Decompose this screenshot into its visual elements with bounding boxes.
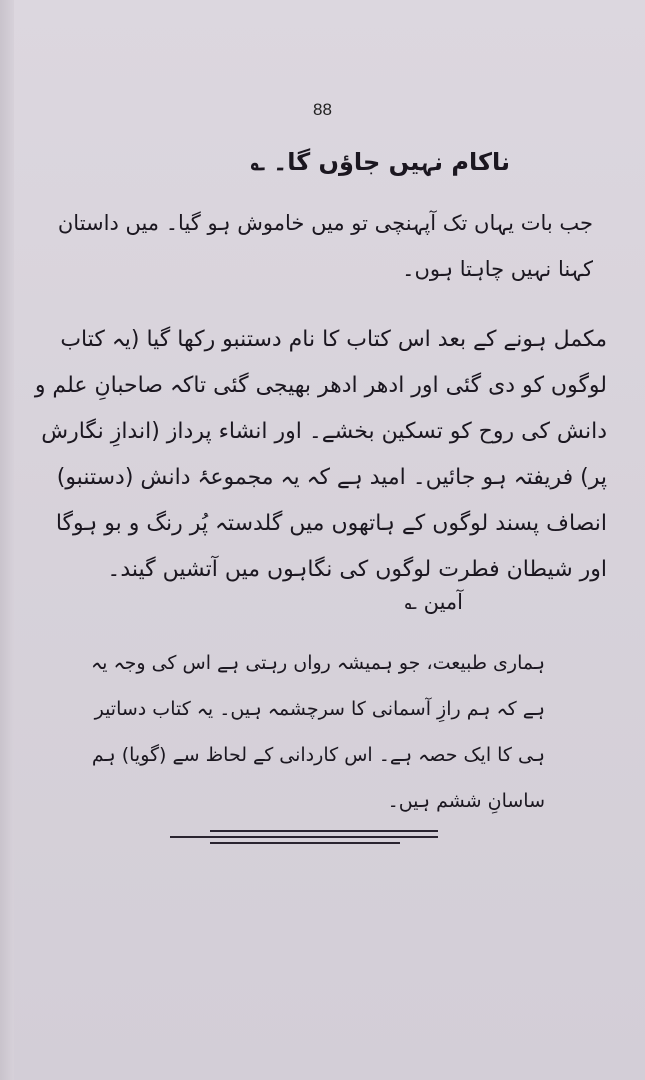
ameen-line: آمین ؎ <box>404 590 463 614</box>
paragraph-2: مکمل ہونے کے بعد اس کتاب کا نام دستنبو رکھا گیا (یہ کتاب لوگوں کو دی گئی اور ادھر ادھر بھیجی گئی تاکہ صاحبانِ علم و دانش کی روح کو تسکین بخشے۔ اور انشاء پرداز (اندازِ نگارش پر) فریفتہ ہو جائیں۔ امید ہے کہ یہ مجموعۂ دانش (دستنبو) انصاف پسند لوگوں کے ہاتھوں میں گلدستہ پُر رنگ و بو ہوگا اور شیطان فطرت لوگوں کی نگاہوں میں آتشیں گیند۔ <box>34 327 607 582</box>
divider-line-middle <box>170 836 438 838</box>
divider-line-top <box>210 830 438 832</box>
paragraph-1: جب بات یہاں تک آپہنچی تو میں خاموش ہو گیا۔ میں داستان کہنا نہیں چاہتا ہوں۔ <box>57 211 593 281</box>
page-binding-edge <box>0 0 14 1080</box>
indented-quote: ہماری طبیعت، جو ہمیشہ رواں رہتی ہے اس کی وجہ یہ ہے کہ ہم رازِ آسمانی کا سرچشمہ ہیں۔ یہ کتاب دساتیر ہی کا ایک حصہ ہے۔ اس کاردانی کے لحاظ سے (گویا) ہم ساسانِ ششم ہیں۔ <box>91 652 545 812</box>
divider-line-bottom <box>210 842 400 844</box>
ornamental-divider <box>170 828 438 846</box>
page-number: 88 <box>313 100 332 119</box>
opening-line: ناکام نہیں جاؤں گا۔ ؎ <box>250 148 510 176</box>
